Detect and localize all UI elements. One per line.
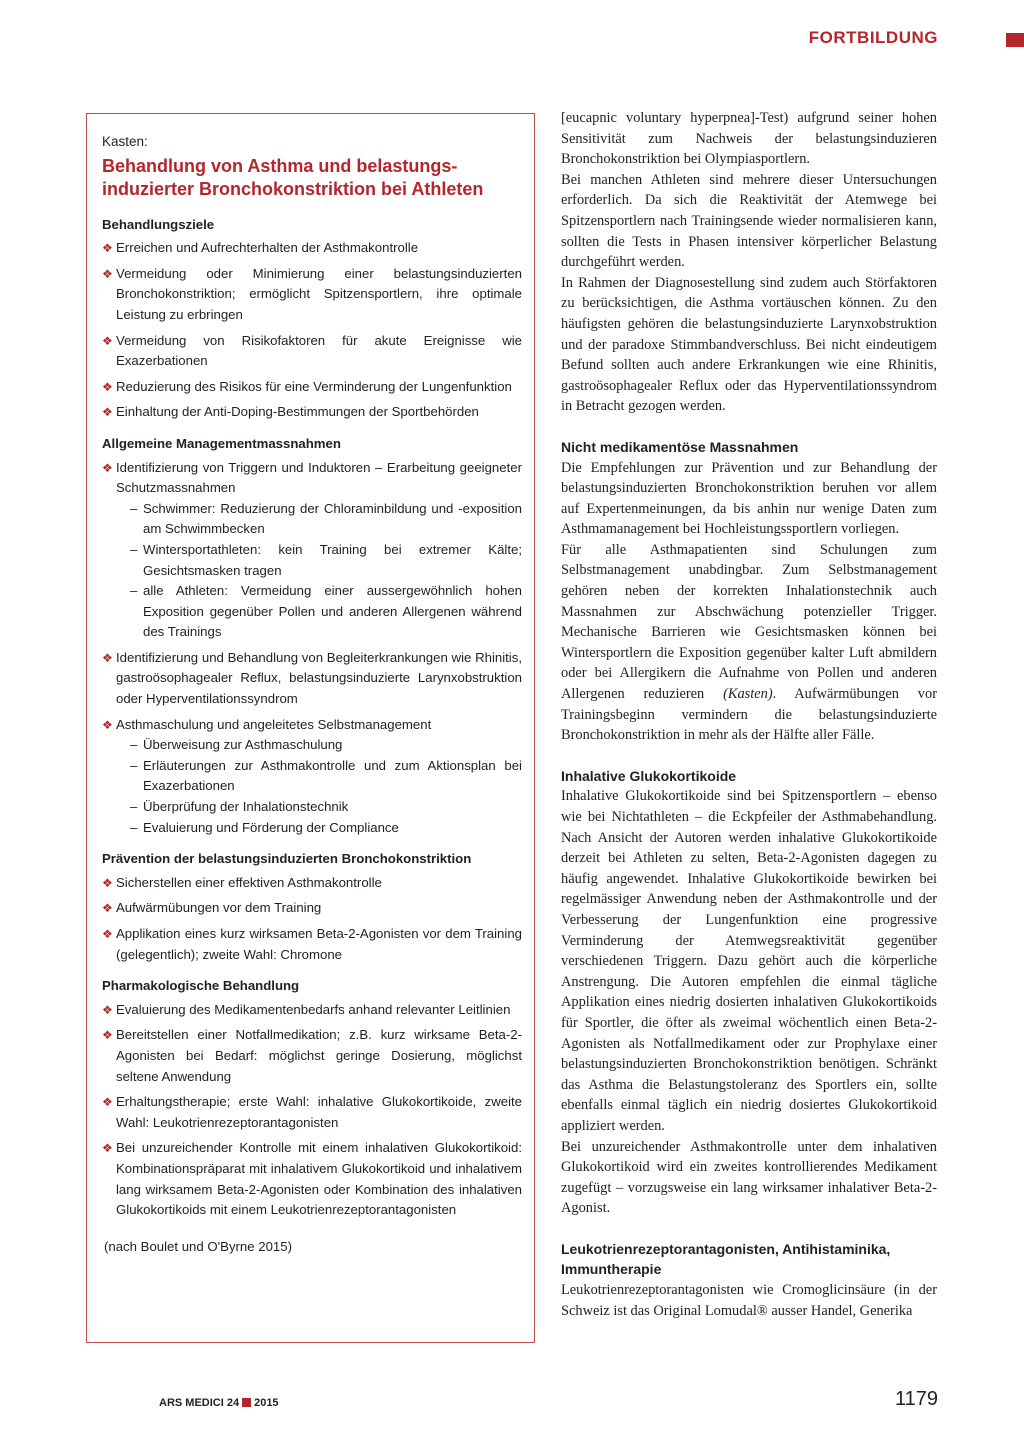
box-sections	[102, 215, 522, 1221]
section-heading: Nicht medikamentöse Massnahmen	[561, 438, 799, 455]
dash-marker: –	[130, 583, 138, 599]
box-list-item-text: Sicherstellen einer effektiven Asthmakontrolle	[116, 874, 382, 890]
paragraph: Bei unzureichender Asthmakontrolle unter dem inhalativen Glukokortikoid wird ein zweites kontrollierendes Medikament zugefügt – vorzugsweise ein lang wirksamer inhalativer Beta-2-Agonist.	[561, 1138, 937, 1217]
box-section-heading: Behandlungsziele	[102, 216, 215, 232]
diamond-bullet-icon: ❖	[102, 901, 113, 916]
section-heading: Inhalative Glukokortikoide	[561, 767, 737, 784]
box-title-line2: induzierter Bronchokonstriktion bei Athleten	[102, 178, 484, 199]
box-list-item-text: Aufwärmübungen vor dem Training	[116, 900, 322, 916]
diamond-bullet-icon: ❖	[102, 875, 113, 890]
diamond-bullet-icon: ❖	[102, 333, 113, 348]
box-sub-item	[116, 756, 522, 797]
box-sub-item-text: Überprüfung der Inhalationstechnik	[143, 799, 349, 815]
box-sub-item-text: Wintersportathleten: kein Training bei extremer Kälte; Gesichtsmasken tragen	[143, 541, 522, 578]
box-sub-item-text: Überweisung zur Asthmaschulung	[143, 737, 343, 753]
box-reference: (Kasten)	[723, 686, 773, 703]
box-list-item	[102, 1138, 522, 1220]
paragraph: Leukotrienrezeptorantagonisten wie Cromoglicinsäure (in der Schweiz ist das Original Lomudal® ausser Handel, Generika	[561, 1282, 937, 1319]
dash-marker: –	[130, 819, 138, 835]
box-list-item-text: Vermeidung oder Minimierung einer belastungsinduzierten Bronchokonstriktion; ermöglicht Spitzensportlern, ihre optimale Leistung zu erbringen	[116, 265, 522, 322]
diamond-bullet-icon: ❖	[102, 405, 113, 420]
box-list-item-text: Erhaltungstherapie; erste Wahl: inhalative Glukokortikoide, zweite Wahl: Leukotrienrezeptorantagonisten	[116, 1094, 522, 1130]
diamond-bullet-icon: ❖	[102, 650, 113, 665]
paragraph: Bei manchen Athleten sind mehrere dieser Untersuchungen erforderlich. Da sich die Reaktivität der Atemwege bei Spitzensportlern nach Trainingsende wieder normalisieren kann, sollten die Tests in Phasen intensiver körperlicher Belastung durchgeführt werden.	[561, 171, 937, 271]
paragraph-text: . Aufwärmübungen vor Trainingsbeginn vermindern die belastungsinduzierte Bronchokonstriktion in mehr als der Hälfte aller Fälle.	[561, 686, 937, 744]
box-list-item	[102, 648, 522, 710]
diamond-bullet-icon: ❖	[102, 1095, 113, 1110]
footer-marker	[242, 1398, 251, 1407]
box-sub-item	[116, 735, 522, 756]
dash-marker: –	[130, 757, 138, 773]
box-title-line1: Behandlung von Asthma und belastungs-	[102, 155, 458, 176]
box-sub-item-text: Erläuterungen zur Asthmakontrolle und zum Aktionsplan bei Exazerbationen	[143, 757, 522, 794]
diamond-bullet-icon: ❖	[102, 241, 113, 256]
box-sub-item	[116, 499, 522, 540]
footer-journal	[159, 1397, 279, 1409]
box-list-item	[102, 924, 522, 965]
box-list-item-text: Identifizierung von Triggern und Induktoren – Erarbeitung geeigneter Schutzmassnahmen	[116, 459, 522, 496]
journal-year: 2015	[254, 1397, 279, 1409]
box-list-item-text: Erreichen und Aufrechterhalten der Asthmakontrolle	[116, 240, 419, 256]
diamond-bullet-icon: ❖	[102, 1141, 113, 1156]
diamond-bullet-icon: ❖	[102, 266, 113, 281]
box-list-item-text: Bereitstellen einer Notfallmedikation; z.B. kurz wirksame Beta-2-Agonisten bei Bedarf: möglichst geringe Dosierung, möglichst seltene Anwendung	[116, 1027, 522, 1084]
diamond-bullet-icon: ❖	[102, 927, 113, 941]
box-sub-item	[116, 540, 522, 581]
paragraph: In Rahmen der Diagnosestellung sind zudem auch Störfaktoren zu berücksichtigen, die Asthma vortäuschen können. Zu den häufigsten gehören die belastungsinduzierte Larynxobstruktion und der paradoxe Stimmbandverschluss. Bei nicht eindeutigem Befund sollten auch andere Erkrankungen wie eine Rhinitis, gastroösophagealer Reflux oder das Hyperventilationssyndrom in Betracht gezogen werden.	[561, 274, 937, 415]
box-sub-item-text: Evaluierung und Förderung der Compliance	[143, 819, 399, 835]
box-section-heading: Allgemeine Managementmassnahmen	[102, 435, 341, 451]
diamond-bullet-icon: ❖	[102, 460, 113, 475]
box-kicker: Kasten:	[102, 134, 148, 149]
journal-name: ARS MEDICI 24	[159, 1397, 240, 1409]
box-list-item	[102, 264, 522, 326]
box-list-item	[102, 715, 522, 839]
box-list-item	[102, 1025, 522, 1087]
paragraph: Inhalative Glukokortikoide sind bei Spitzensportlern – ebenso wie bei Nichtathleten – die Eckpfeiler der Asthmabehandlung. Nach Ansicht der Autoren werden inhalative Glukokortikoide derzeit bei Athleten zu selten, Beta-2-Agonisten dagegen zu häufig angewendet. Inhalative Glukokortikoide bewirken bei regelmässiger Anwendung neben der Asthmakontrolle und der Verbesserung der Lungenfunktion eine progressive Verminderung der Atemwegsreaktivität gegenüber verschiedenen Triggern. Dazu gehört auch die körperliche Anstrengung. Die Autoren empfehlen die einmal tägliche Applikation eines niedrig dosierten inhalativen Glukokortikoids für Sportler, die öfter als zweimal wöchentlich einen Beta-2-Agonisten als Notfallmedikament oder zur Prophylaxe einer belastungsinduzierten Bronchokonstriktion benötigen. Schränkt das Asthma die Belastungstoleranz des Sportlers ein, sollte ebenfalls einmal täglich ein niedrig dosiertes Glukokortikoid appliziert werden.	[561, 788, 937, 1134]
box-list-item	[102, 1092, 522, 1133]
dash-marker: –	[130, 737, 138, 753]
article-column	[561, 108, 937, 1321]
box-sub-item	[116, 818, 522, 839]
box-list-item-text: Reduzierung des Risikos für eine Verminderung der Lungenfunktion	[116, 378, 512, 394]
section-marker	[1006, 33, 1024, 47]
box-section-heading: Prävention der belastungsinduzierten Bronchokonstriktion	[102, 851, 472, 867]
box-list-item-text: Evaluierung des Medikamentenbedarfs anhand relevanter Leitlinien	[116, 1001, 511, 1017]
dash-marker: –	[130, 799, 138, 815]
box-list-item-text: Identifizierung und Behandlung von Begleiterkrankungen wie Rhinitis, gastroösophagealer Reflux, belastungsinduzierte Larynxobstruktion oder Hyperventilationssyndrom	[116, 649, 522, 707]
box-list-item-text: Einhaltung der Anti-Doping-Bestimmungen der Sportbehörden	[116, 404, 479, 420]
paragraph: [eucapnic voluntary hyperpnea]-Test) aufgrund seiner hohen Sensitivität zum Nachweis der belastungsinduzieren Bronchokonstriktion bei Olympiasportlern.	[561, 110, 937, 168]
box-list-item-text: Bei unzureichender Kontrolle mit einem inhalativen Glukokortikoid: Kombinationspräparat mit inhalativem Glukokortikoid und inhalativem lang wirksamem Beta-2-Agonisten oder Kombination des inhalativen Glukokortikoids mit einem Leukotrienrezeptorantagonisten	[116, 1140, 522, 1218]
box-list-item	[102, 331, 522, 372]
paragraph	[561, 540, 937, 746]
box-list-item-text: Applikation eines kurz wirksamen Beta-2-Agonisten vor dem Training (gelegentlich); zweite Wahl: Chromone	[116, 926, 522, 962]
diamond-bullet-icon: ❖	[102, 1028, 113, 1043]
box-title	[102, 155, 522, 201]
diamond-bullet-icon: ❖	[102, 717, 113, 732]
box-list-item	[102, 377, 522, 398]
box-list-item	[102, 898, 522, 919]
section-heading: Leukotrienrezeptorantagonisten, Antihistaminika, Immuntherapie	[561, 1240, 891, 1278]
diamond-bullet-icon: ❖	[102, 379, 113, 394]
box-sub-item-text: Schwimmer: Reduzierung der Chloraminbildung und -exposition am Schwimmbecken	[143, 500, 522, 537]
box-list-item-text: Vermeidung von Risikofaktoren für akute Ereignisse wie Exazerbationen	[116, 332, 522, 369]
paragraph-text: Für alle Asthmapatienten sind Schulungen zum Selbstmanagement unabdingbar. Zum Selbstmanagement gehören neben der korrekten Inhalationstechnik auch Massnahmen zur Abschwächung potenzieller Trigger. Mechanische Barrieren wie Gesichtsmasken können bei Wintersportlern die Exposition gegenüber kalter Luft abmildern oder bei Allergikern die Aufnahme von Pollen und anderen Allergenen reduzieren	[561, 541, 937, 703]
dash-marker: –	[130, 541, 138, 557]
box-sub-item	[116, 581, 522, 643]
info-box	[86, 113, 535, 1343]
dash-marker: –	[130, 500, 138, 516]
box-sub-item	[116, 797, 522, 818]
box-list-item	[102, 238, 522, 259]
box-list-item	[102, 402, 522, 423]
box-source: (nach Boulet und O'Byrne 2015)	[104, 1238, 292, 1254]
box-list-item	[102, 873, 522, 894]
page-number: 1179	[894, 1388, 938, 1410]
section-header: FORTBILDUNG	[808, 28, 938, 47]
paragraph: Die Empfehlungen zur Prävention und zur Behandlung der belastungsinduzierten Bronchokonstriktion beruhen vor allem auf Expertenmeinungen, da bis anhin nur wenige Daten zum Asthmamanagement bei Hochleistungssportlern vorliegen.	[561, 459, 937, 538]
box-sub-item-text: alle Athleten: Vermeidung einer aussergewöhnlich hohen Exposition gegenüber Pollen und anderen Allergenen während des Trainings	[143, 583, 522, 640]
box-list-item	[102, 1000, 522, 1021]
box-list-item-text: Asthmaschulung und angeleitetes Selbstmanagement	[116, 716, 432, 732]
diamond-bullet-icon: ❖	[102, 1002, 113, 1017]
box-list-item	[102, 458, 522, 643]
box-section-heading: Pharmakologische Behandlung	[102, 978, 300, 994]
